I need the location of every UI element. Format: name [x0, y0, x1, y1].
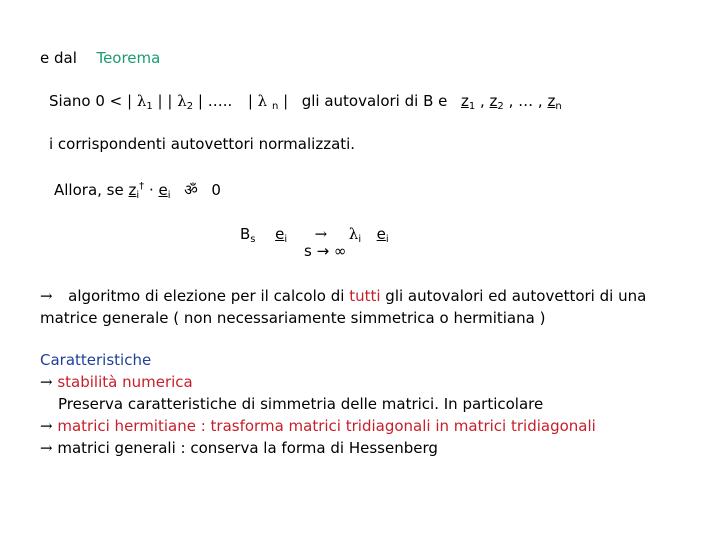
- abs-bar: |: [127, 92, 133, 110]
- lambda-symbol: λ: [136, 92, 147, 110]
- subscript: n: [555, 101, 562, 112]
- condition-line: [54, 178, 221, 205]
- abs-bar: |: [197, 92, 203, 110]
- lambda-symbol: λ: [257, 92, 268, 110]
- lambda-symbol: λ: [177, 92, 187, 110]
- allora-text: Allora, se: [54, 181, 124, 199]
- intro-text: e dal: [40, 49, 77, 67]
- abs-bar: |: [157, 92, 163, 110]
- limit-label: s → ∞: [304, 242, 347, 260]
- algorithm-text: algoritmo di elezione per il calcolo di: [68, 287, 345, 305]
- dots: …..: [207, 92, 233, 110]
- ellipsis: … ,: [518, 92, 543, 110]
- zero-value: 0: [211, 181, 221, 199]
- algorithm-line: [40, 287, 646, 305]
- abs-bar: |: [247, 92, 253, 110]
- abs-bar: |: [167, 92, 173, 110]
- heading-line: [40, 49, 160, 67]
- lambda-symbol: λ: [348, 225, 359, 243]
- z-vector: z: [489, 92, 498, 110]
- subscript: i: [385, 234, 389, 245]
- separator: ,: [508, 92, 514, 110]
- dagger: †: [139, 181, 145, 192]
- eigenvalue-ordering-line: [49, 92, 562, 116]
- general-line: [40, 439, 438, 457]
- z-vector: z: [547, 92, 556, 110]
- arrow-symbol: →: [40, 287, 53, 305]
- subscript: i: [358, 234, 362, 245]
- hermitian-line: [40, 417, 596, 435]
- e-vector: e: [158, 181, 168, 199]
- stability-text: stabilità numerica: [57, 373, 193, 391]
- z-vector: z: [460, 92, 469, 110]
- separator: ,: [479, 92, 485, 110]
- arrow-symbol: →: [314, 225, 328, 243]
- eigenvalues-text: gli autovalori di B e: [301, 92, 448, 110]
- general-text: matrici generali : conserva la forma di Hessenberg: [57, 439, 438, 457]
- not-equal-symbol: ॐ: [184, 181, 198, 199]
- dot-operator: ·: [148, 181, 154, 199]
- arrow-symbol: →: [40, 373, 53, 391]
- e-vector: e: [376, 225, 386, 243]
- hermitian-text: matrici hermitiane : trasforma matrici tridiagonali in matrici tridiagonali: [57, 417, 596, 435]
- subscript: 2: [186, 101, 194, 112]
- subscript: 2: [497, 101, 504, 112]
- arrow-symbol: →: [40, 417, 53, 435]
- algorithm-line-2: matrice generale ( non necessariamente simmetrica o hermitiana ): [40, 309, 546, 327]
- subscript: 1: [146, 101, 153, 112]
- z-vector: z: [128, 181, 137, 199]
- e-vector: e: [275, 225, 285, 243]
- abs-bar: |: [283, 92, 289, 110]
- preserva-line: Preserva caratteristiche di simmetria delle matrici. In particolare: [58, 395, 544, 413]
- theorem-label: Teorema: [96, 49, 161, 67]
- superscript-s: s: [250, 234, 256, 245]
- subscript: i: [284, 234, 288, 245]
- subscript: 1: [468, 101, 476, 112]
- characteristics-heading: Caratteristiche: [40, 351, 152, 369]
- subscript: i: [136, 190, 140, 201]
- eigenvector-line: i corrispondenti autovettori normalizzati.: [49, 135, 356, 153]
- siano-text: Siano 0 <: [49, 92, 123, 110]
- subscript: n: [271, 101, 279, 112]
- subscript: i: [167, 190, 171, 201]
- algorithm-text-cont: gli autovalori ed autovettori di una: [385, 287, 647, 305]
- tutti-highlight: tutti: [349, 287, 381, 305]
- stability-line: [40, 373, 193, 391]
- matrix-b: B: [240, 225, 251, 243]
- arrow-symbol: →: [40, 439, 53, 457]
